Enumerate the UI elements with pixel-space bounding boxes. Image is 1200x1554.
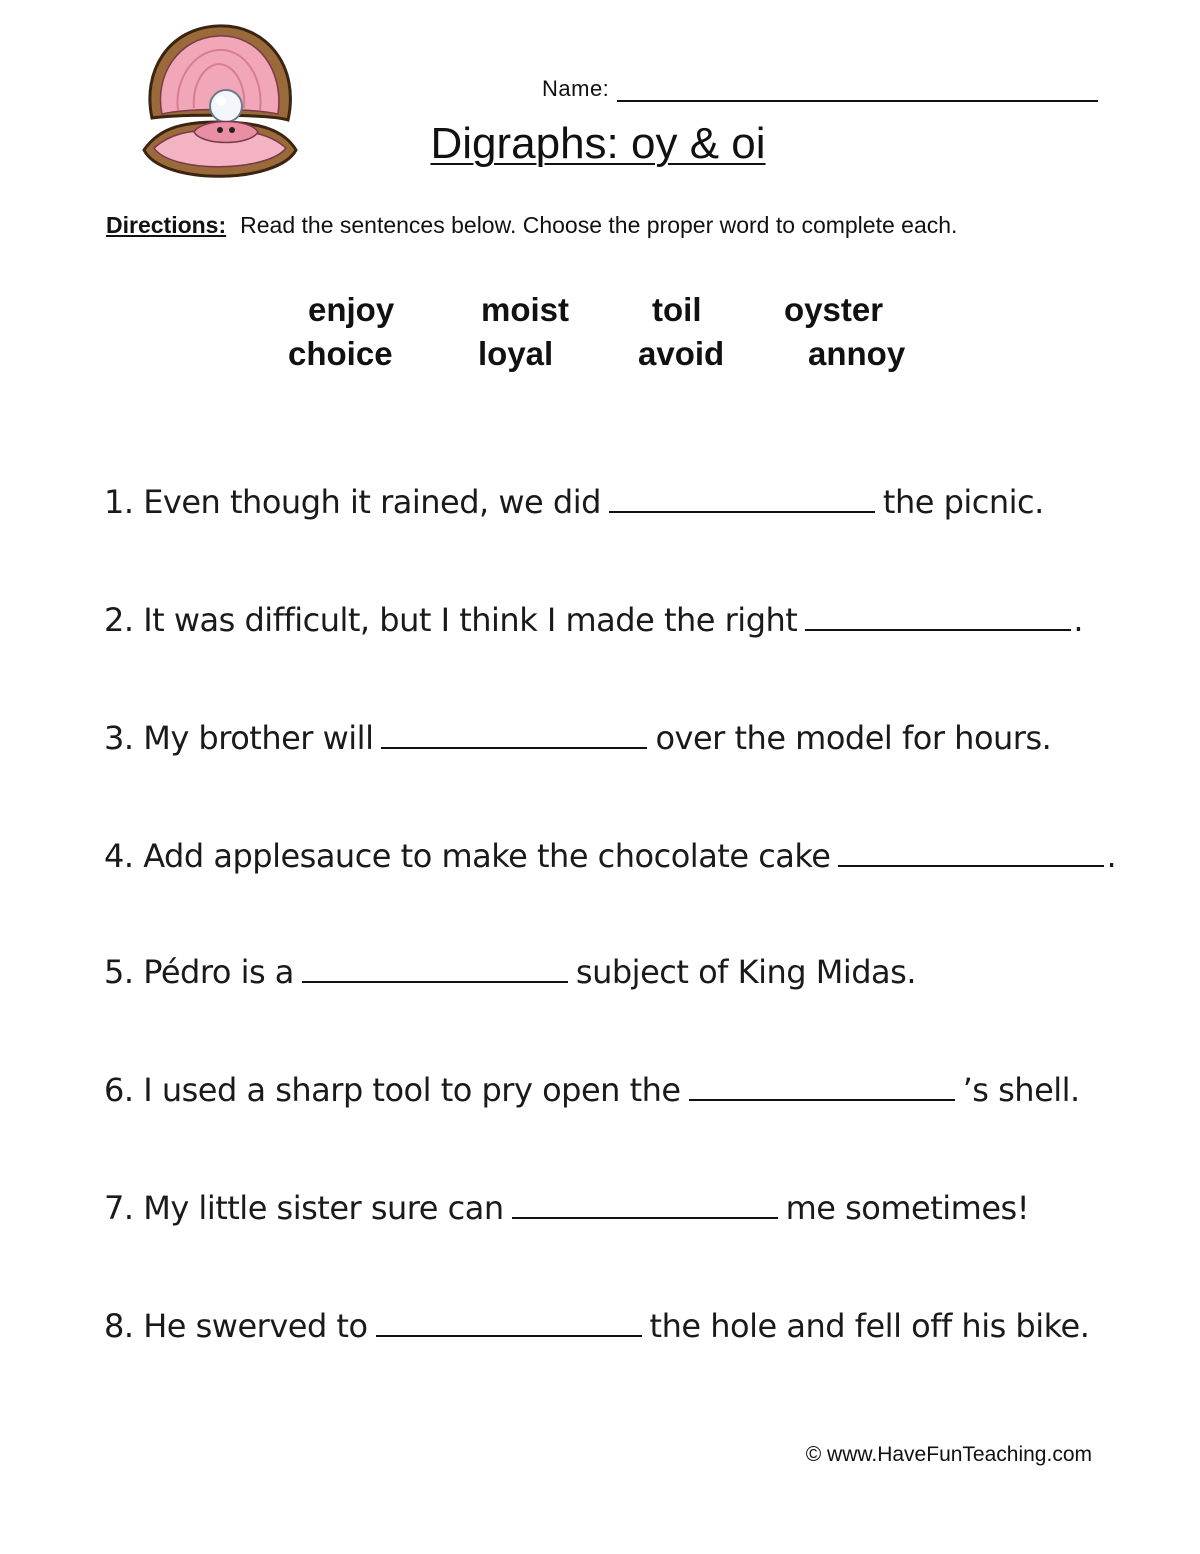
- word-bank-item: enjoy: [308, 291, 395, 328]
- sentence-text-before: 3. My brother will: [104, 719, 374, 757]
- word-bank-item: moist: [481, 291, 570, 328]
- word-bank-item: oyster: [784, 291, 884, 328]
- sentence-text-before: 5. Pédro is a: [104, 953, 294, 991]
- word-bank-item: annoy: [808, 335, 906, 372]
- sentence-text-before: 4. Add applesauce to make the chocolate cake: [104, 837, 831, 875]
- directions-label: Directions:: [106, 212, 227, 238]
- directions: [106, 208, 1106, 242]
- answer-blank[interactable]: [838, 835, 1104, 867]
- sentence-text-after: me sometimes!: [785, 1189, 1030, 1227]
- answer-blank[interactable]: [381, 717, 647, 749]
- answer-blank[interactable]: [609, 481, 875, 513]
- sentence-3: [104, 716, 1104, 760]
- sentence-text-after: subject of King Midas.: [575, 953, 916, 991]
- worksheet-title-text: Digraphs: oy & oi: [430, 119, 766, 168]
- sentence-5: [104, 950, 1104, 994]
- word-bank-item: choice: [288, 335, 393, 372]
- word-bank-item: avoid: [638, 335, 725, 372]
- answer-blank[interactable]: [805, 599, 1071, 631]
- directions-text: Read the sentences below. Choose the proper word to complete each.: [240, 212, 958, 238]
- sentence-text-after: the picnic.: [882, 483, 1044, 521]
- sentence-1: [104, 480, 1104, 524]
- name-label: Name:: [542, 76, 610, 101]
- sentence-6: [104, 1068, 1104, 1112]
- sentence-text-after: ’s shell.: [962, 1071, 1080, 1109]
- sentence-2: [104, 598, 1104, 642]
- sentence-text-before: 8. He swerved to: [104, 1307, 368, 1345]
- sentence-text-after: .: [1073, 601, 1083, 639]
- sentence-4: [104, 834, 1117, 878]
- sentence-8: [104, 1304, 1104, 1348]
- answer-blank[interactable]: [689, 1069, 955, 1101]
- answer-blank[interactable]: [376, 1305, 642, 1337]
- sentence-text-before: 2. It was difficult, but I think I made the right: [104, 601, 798, 639]
- sentence-7: [104, 1186, 1104, 1230]
- name-write-line[interactable]: [617, 76, 1098, 102]
- copyright-footer: © www.HaveFunTeaching.com: [805, 1443, 1092, 1466]
- word-bank-item: toil: [652, 291, 702, 328]
- answer-blank[interactable]: [512, 1187, 778, 1219]
- sentence-text-before: 1. Even though it rained, we did: [104, 483, 601, 521]
- sentence-text-after: .: [1106, 837, 1117, 875]
- sentence-text-after: the hole and fell off his bike.: [649, 1307, 1090, 1345]
- answer-blank[interactable]: [302, 951, 568, 983]
- sentence-text-before: 6. I used a sharp tool to pry open the: [104, 1071, 681, 1109]
- word-bank-item: loyal: [478, 335, 554, 372]
- name-field-row: [542, 70, 1098, 102]
- worksheet-title: [0, 116, 1200, 172]
- sentence-text-before: 7. My little sister sure can: [104, 1189, 504, 1227]
- sentence-text-after: over the model for hours.: [655, 719, 1052, 757]
